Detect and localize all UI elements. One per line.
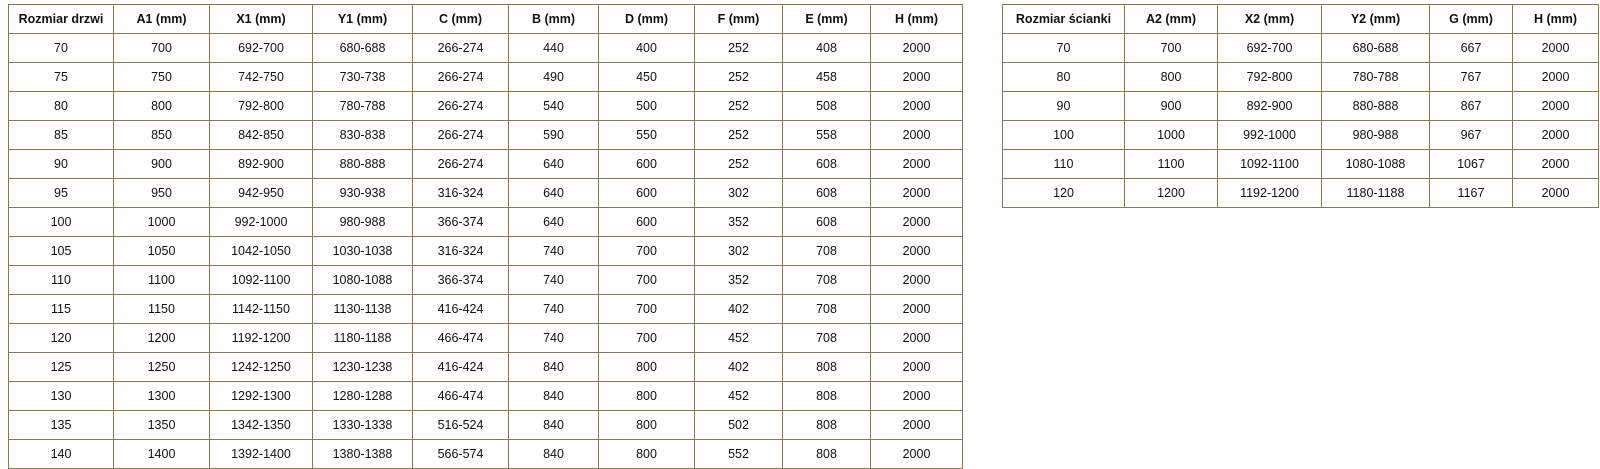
table-cell: 558 bbox=[783, 121, 871, 150]
table-cell: 667 bbox=[1430, 34, 1513, 63]
table-cell: 400 bbox=[599, 34, 695, 63]
table-cell: 490 bbox=[509, 63, 599, 92]
table-cell: 742-750 bbox=[210, 63, 313, 92]
table-cell: 680-688 bbox=[1322, 34, 1430, 63]
table-cell: 2000 bbox=[871, 411, 963, 440]
table-cell: 640 bbox=[509, 179, 599, 208]
table-cell: 800 bbox=[1125, 63, 1218, 92]
table-cell: 708 bbox=[783, 324, 871, 353]
table-cell: 2000 bbox=[871, 440, 963, 469]
table-cell: 740 bbox=[509, 324, 599, 353]
column-header: Y1 (mm) bbox=[313, 5, 413, 34]
table-cell: 450 bbox=[599, 63, 695, 92]
table-cell: 1342-1350 bbox=[210, 411, 313, 440]
table-cell: 516-524 bbox=[413, 411, 509, 440]
table-cell: 316-324 bbox=[413, 179, 509, 208]
table-cell: 135 bbox=[9, 411, 114, 440]
table-cell: 125 bbox=[9, 353, 114, 382]
table-cell: 120 bbox=[9, 324, 114, 353]
table-cell: 552 bbox=[695, 440, 783, 469]
table-row bbox=[9, 208, 963, 237]
table-cell: 700 bbox=[114, 34, 210, 63]
table-cell: 366-374 bbox=[413, 266, 509, 295]
table-cell: 100 bbox=[9, 208, 114, 237]
table-row bbox=[9, 324, 963, 353]
table-cell: 808 bbox=[783, 382, 871, 411]
table-cell: 867 bbox=[1430, 92, 1513, 121]
table-cell: 352 bbox=[695, 208, 783, 237]
table-row bbox=[9, 92, 963, 121]
table-cell: 2000 bbox=[1513, 34, 1599, 63]
table-cell: 1242-1250 bbox=[210, 353, 313, 382]
table-cell: 780-788 bbox=[1322, 63, 1430, 92]
table-cell: 80 bbox=[1003, 63, 1125, 92]
table-cell: 608 bbox=[783, 208, 871, 237]
table-cell: 105 bbox=[9, 237, 114, 266]
column-header: D (mm) bbox=[599, 5, 695, 34]
walls-dimensions-table bbox=[1002, 4, 1599, 208]
table-cell: 808 bbox=[783, 353, 871, 382]
table-cell: 110 bbox=[1003, 150, 1125, 179]
table-cell: 95 bbox=[9, 179, 114, 208]
table-cell: 70 bbox=[9, 34, 114, 63]
table-cell: 85 bbox=[9, 121, 114, 150]
table-cell: 700 bbox=[599, 237, 695, 266]
table-cell: 700 bbox=[599, 266, 695, 295]
table-cell: 1250 bbox=[114, 353, 210, 382]
table-cell: 850 bbox=[114, 121, 210, 150]
table-row bbox=[1003, 92, 1599, 121]
table-cell: 840 bbox=[509, 382, 599, 411]
column-header: H (mm) bbox=[1513, 5, 1599, 34]
table-cell: 830-838 bbox=[313, 121, 413, 150]
table-cell: 1030-1038 bbox=[313, 237, 413, 266]
table-row bbox=[9, 34, 963, 63]
table-cell: 1092-1100 bbox=[210, 266, 313, 295]
table-cell: 1180-1188 bbox=[1322, 179, 1430, 208]
table-cell: 550 bbox=[599, 121, 695, 150]
column-header: A2 (mm) bbox=[1125, 5, 1218, 34]
table-cell: 840 bbox=[509, 353, 599, 382]
table-cell: 302 bbox=[695, 179, 783, 208]
table-cell: 2000 bbox=[871, 121, 963, 150]
table-cell: 740 bbox=[509, 237, 599, 266]
table-cell: 640 bbox=[509, 208, 599, 237]
table-cell: 90 bbox=[9, 150, 114, 179]
table-cell: 2000 bbox=[1513, 150, 1599, 179]
table-cell: 767 bbox=[1430, 63, 1513, 92]
table-cell: 740 bbox=[509, 266, 599, 295]
column-header: H (mm) bbox=[871, 5, 963, 34]
table-cell: 452 bbox=[695, 324, 783, 353]
table-cell: 2000 bbox=[1513, 121, 1599, 150]
table-cell: 900 bbox=[114, 150, 210, 179]
table-cell: 252 bbox=[695, 121, 783, 150]
table-cell: 590 bbox=[509, 121, 599, 150]
table-cell: 730-738 bbox=[313, 63, 413, 92]
table-cell: 708 bbox=[783, 295, 871, 324]
table-cell: 2000 bbox=[871, 237, 963, 266]
table-cell: 70 bbox=[1003, 34, 1125, 63]
table-cell: 252 bbox=[695, 150, 783, 179]
table-row bbox=[9, 150, 963, 179]
table-cell: 1192-1200 bbox=[210, 324, 313, 353]
table-cell: 540 bbox=[509, 92, 599, 121]
table-row bbox=[9, 179, 963, 208]
table-cell: 800 bbox=[599, 382, 695, 411]
table-cell: 750 bbox=[114, 63, 210, 92]
table-cell: 566-574 bbox=[413, 440, 509, 469]
table-cell: 408 bbox=[783, 34, 871, 63]
column-header: G (mm) bbox=[1430, 5, 1513, 34]
table-cell: 808 bbox=[783, 440, 871, 469]
table-cell: 1150 bbox=[114, 295, 210, 324]
table-cell: 2000 bbox=[871, 34, 963, 63]
table-cell: 252 bbox=[695, 92, 783, 121]
table-cell: 1100 bbox=[1125, 150, 1218, 179]
table-cell: 416-424 bbox=[413, 295, 509, 324]
table-cell: 1042-1050 bbox=[210, 237, 313, 266]
table-cell: 252 bbox=[695, 63, 783, 92]
table-cell: 692-700 bbox=[210, 34, 313, 63]
table-cell: 1180-1188 bbox=[313, 324, 413, 353]
table-cell: 508 bbox=[783, 92, 871, 121]
table-row bbox=[1003, 34, 1599, 63]
table-cell: 90 bbox=[1003, 92, 1125, 121]
table-cell: 1330-1338 bbox=[313, 411, 413, 440]
table-cell: 608 bbox=[783, 179, 871, 208]
table-cell: 700 bbox=[599, 295, 695, 324]
table-cell: 680-688 bbox=[313, 34, 413, 63]
table-cell: 402 bbox=[695, 295, 783, 324]
table-cell: 1350 bbox=[114, 411, 210, 440]
table-cell: 130 bbox=[9, 382, 114, 411]
table-cell: 980-988 bbox=[1322, 121, 1430, 150]
table-cell: 992-1000 bbox=[210, 208, 313, 237]
table-header-row bbox=[9, 5, 963, 34]
table-cell: 2000 bbox=[1513, 63, 1599, 92]
table-row bbox=[9, 411, 963, 440]
table-cell: 740 bbox=[509, 295, 599, 324]
column-header: C (mm) bbox=[413, 5, 509, 34]
table-cell: 80 bbox=[9, 92, 114, 121]
column-header: B (mm) bbox=[509, 5, 599, 34]
column-header: Rozmiar ścianki bbox=[1003, 5, 1125, 34]
column-header: A1 (mm) bbox=[114, 5, 210, 34]
table-cell: 808 bbox=[783, 411, 871, 440]
table-cell: 2000 bbox=[871, 92, 963, 121]
table-cell: 930-938 bbox=[313, 179, 413, 208]
table-cell: 302 bbox=[695, 237, 783, 266]
table-cell: 402 bbox=[695, 353, 783, 382]
column-header: X2 (mm) bbox=[1218, 5, 1322, 34]
table-cell: 266-274 bbox=[413, 150, 509, 179]
table-cell: 2000 bbox=[871, 266, 963, 295]
table-cell: 1092-1100 bbox=[1218, 150, 1322, 179]
table-cell: 880-888 bbox=[1322, 92, 1430, 121]
table-cell: 1000 bbox=[1125, 121, 1218, 150]
table-cell: 266-274 bbox=[413, 121, 509, 150]
table-cell: 2000 bbox=[871, 295, 963, 324]
table-cell: 1142-1150 bbox=[210, 295, 313, 324]
table-cell: 266-274 bbox=[413, 63, 509, 92]
table-cell: 892-900 bbox=[210, 150, 313, 179]
table-cell: 992-1000 bbox=[1218, 121, 1322, 150]
table-cell: 1067 bbox=[1430, 150, 1513, 179]
table-cell: 2000 bbox=[871, 150, 963, 179]
table-cell: 2000 bbox=[871, 324, 963, 353]
table-row bbox=[9, 382, 963, 411]
table-cell: 440 bbox=[509, 34, 599, 63]
table-cell: 692-700 bbox=[1218, 34, 1322, 63]
table-cell: 140 bbox=[9, 440, 114, 469]
table-cell: 1292-1300 bbox=[210, 382, 313, 411]
table-cell: 1300 bbox=[114, 382, 210, 411]
table-row bbox=[1003, 179, 1599, 208]
table-cell: 1000 bbox=[114, 208, 210, 237]
table-cell: 252 bbox=[695, 34, 783, 63]
table-cell: 1100 bbox=[114, 266, 210, 295]
table-row bbox=[1003, 63, 1599, 92]
table-cell: 2000 bbox=[871, 63, 963, 92]
table-cell: 115 bbox=[9, 295, 114, 324]
table-cell: 502 bbox=[695, 411, 783, 440]
table-cell: 2000 bbox=[871, 208, 963, 237]
table-row bbox=[9, 63, 963, 92]
table-cell: 700 bbox=[1125, 34, 1218, 63]
doors-dimensions-table-container bbox=[8, 4, 963, 469]
walls-dimensions-table-container bbox=[1002, 4, 1599, 208]
table-cell: 792-800 bbox=[210, 92, 313, 121]
table-cell: 1230-1238 bbox=[313, 353, 413, 382]
table-cell: 452 bbox=[695, 382, 783, 411]
table-cell: 366-374 bbox=[413, 208, 509, 237]
table-cell: 708 bbox=[783, 237, 871, 266]
table-cell: 100 bbox=[1003, 121, 1125, 150]
table-cell: 466-474 bbox=[413, 382, 509, 411]
table-cell: 892-900 bbox=[1218, 92, 1322, 121]
table-cell: 2000 bbox=[1513, 92, 1599, 121]
column-header: E (mm) bbox=[783, 5, 871, 34]
table-cell: 110 bbox=[9, 266, 114, 295]
table-cell: 1392-1400 bbox=[210, 440, 313, 469]
table-cell: 600 bbox=[599, 179, 695, 208]
table-cell: 640 bbox=[509, 150, 599, 179]
table-cell: 1080-1088 bbox=[1322, 150, 1430, 179]
table-cell: 1380-1388 bbox=[313, 440, 413, 469]
table-cell: 842-850 bbox=[210, 121, 313, 150]
table-cell: 316-324 bbox=[413, 237, 509, 266]
table-cell: 266-274 bbox=[413, 92, 509, 121]
table-cell: 600 bbox=[599, 208, 695, 237]
table-cell: 1130-1138 bbox=[313, 295, 413, 324]
table-cell: 120 bbox=[1003, 179, 1125, 208]
table-cell: 1050 bbox=[114, 237, 210, 266]
table-row bbox=[9, 121, 963, 150]
table-cell: 1080-1088 bbox=[313, 266, 413, 295]
table-row bbox=[9, 295, 963, 324]
table-row bbox=[1003, 150, 1599, 179]
table-cell: 266-274 bbox=[413, 34, 509, 63]
table-cell: 800 bbox=[599, 440, 695, 469]
table-row bbox=[9, 266, 963, 295]
column-header: Rozmiar drzwi bbox=[9, 5, 114, 34]
table-cell: 700 bbox=[599, 324, 695, 353]
column-header: Y2 (mm) bbox=[1322, 5, 1430, 34]
table-cell: 458 bbox=[783, 63, 871, 92]
table-cell: 840 bbox=[509, 440, 599, 469]
table-cell: 352 bbox=[695, 266, 783, 295]
table-cell: 967 bbox=[1430, 121, 1513, 150]
table-cell: 2000 bbox=[1513, 179, 1599, 208]
table-cell: 840 bbox=[509, 411, 599, 440]
table-cell: 416-424 bbox=[413, 353, 509, 382]
column-header: X1 (mm) bbox=[210, 5, 313, 34]
table-cell: 600 bbox=[599, 150, 695, 179]
table-cell: 466-474 bbox=[413, 324, 509, 353]
table-cell: 2000 bbox=[871, 382, 963, 411]
table-cell: 900 bbox=[1125, 92, 1218, 121]
doors-dimensions-table bbox=[8, 4, 963, 469]
table-cell: 1192-1200 bbox=[1218, 179, 1322, 208]
table-cell: 608 bbox=[783, 150, 871, 179]
column-header: F (mm) bbox=[695, 5, 783, 34]
table-cell: 2000 bbox=[871, 179, 963, 208]
table-header-row bbox=[1003, 5, 1599, 34]
table-cell: 500 bbox=[599, 92, 695, 121]
table-cell: 1167 bbox=[1430, 179, 1513, 208]
table-row bbox=[9, 353, 963, 382]
table-cell: 2000 bbox=[871, 353, 963, 382]
table-row bbox=[1003, 121, 1599, 150]
table-cell: 780-788 bbox=[313, 92, 413, 121]
table-cell: 800 bbox=[599, 411, 695, 440]
table-row bbox=[9, 440, 963, 469]
table-cell: 792-800 bbox=[1218, 63, 1322, 92]
table-cell: 980-988 bbox=[313, 208, 413, 237]
table-cell: 1400 bbox=[114, 440, 210, 469]
table-cell: 800 bbox=[599, 353, 695, 382]
table-cell: 800 bbox=[114, 92, 210, 121]
table-cell: 1200 bbox=[114, 324, 210, 353]
table-cell: 880-888 bbox=[313, 150, 413, 179]
table-row bbox=[9, 237, 963, 266]
table-cell: 942-950 bbox=[210, 179, 313, 208]
table-cell: 1280-1288 bbox=[313, 382, 413, 411]
table-cell: 950 bbox=[114, 179, 210, 208]
table-cell: 1200 bbox=[1125, 179, 1218, 208]
table-cell: 708 bbox=[783, 266, 871, 295]
table-cell: 75 bbox=[9, 63, 114, 92]
